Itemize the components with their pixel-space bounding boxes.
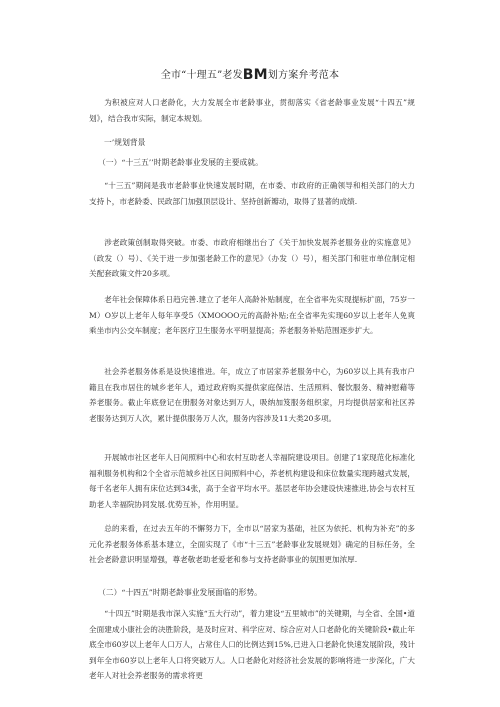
subsection-heading-situation: （二）“十四五”时期老龄事业发展面临的形势。	[98, 588, 262, 597]
paragraph-policy-breakthrough: 涉老政策创制取得突破。市委、市政府相继出台了《关于加快发展养老服务业的实施意见》（政发（）号）、《关于进一步加强老龄工作的意见》（办发（）号），相关部门和驻市单位制定相关配套政策文件20多项。	[89, 238, 415, 279]
paragraph-14th-fyp-situation: “十四五”时期是我市深入实施“五大行动”，着力建设“五里城市”的关键期，与全省、全国•道全面建成小康社会的决胜阶段，是及时应对、科学应对、综合应对人口老龄化的关键阶段•截止年底全市60岁以上老年人口万人，占常住人口的比例达到15%,已进入口老龄化快速发展阶段，残计到年全市60岁以上老年人口将突破万人。人口老龄化对经济社会发展的影响将进一步深化，广大老年人对社会养老服务的需求将更	[89, 609, 415, 681]
title-prefix: 全市“十理五”老发	[160, 70, 243, 81]
document-title	[0, 66, 500, 82]
intro-paragraph: 为积被应对人口老龄化，大力发展全市老龄事业，贯彻落实《省老龄事业发展“十四五”规划》，结合我市实际，制定本规划。	[89, 98, 415, 123]
title-bm: BM	[242, 67, 268, 83]
paragraph-day-care-centers: 开展城市社区老年人日间照料中心和农村互助老人幸福院建设项目。创建了1家现范化标准化福利服务机构和2个全省示范城乡社区日间照料中心，养老机构建设和床位数量实现跨越式发展，每千名老年人拥有床位达到34张，高于全省平均水平。基层老年协会建设快速推进,协会与农村互助老人幸福院协同发展.优势互补，作用明显。	[89, 453, 415, 509]
paragraph-social-security: 老年社会保障体系日趋完善.建立了老年人高龄补贴制度，在全省率先实现提标扩面，75岁一M）O岁以上老年人每年享受5（XMOOOO元的高龄补贴;在全省率先实现60岁以上老年人免爽乘坐市内公交车制度；老年医疗卫生服务水平明显提高；养老服务补贴范围逐步扩大。	[89, 295, 415, 336]
subsection-heading-achievements: （一）“十三五’’时期老龄事业发展的主要成就。	[98, 158, 263, 167]
paragraph-13th-fyp-overview: “十三五”期间是我市老龄事业快速发展时期，在市委、市政府的正确领导和相关部门的大力支持卜，市老龄委、民政部门加强顶层设计、坚持创新瓣动，取得了显著的成绩.	[89, 181, 415, 206]
title-suffix: 划方案弁考范本	[267, 70, 340, 81]
paragraph-summary: 总的来看，在过去五年的不懈努力下，全市以“居家为基础，社区为依托、机构为补充”的多元化养老服务体系基本建立，全面实现了《市“十三五”老龄事业发展规划》确定的目标任务，全社会老龄意识明显增强，尊老敬老助老爱老和参与支持老龄事业的氛围更加浓厚.	[89, 524, 415, 565]
section-heading-background: 一’规划背景	[104, 138, 146, 147]
paragraph-elderly-service-system: 社会养老服务体系是设快速推进。年，成立了市居家养老服务中心，为60岁以上具有我市户籍且在我市居住的城乡老年人，通过政府购买提供家庭保洁、生活照料、餐饮服务、精神慰藉等养老服务。截止年底登记在册服务对象达到万人，吸纳加笈服务组织家，月均提供居家和社区养老服务达到万人次，累计提供服务万人次，服务内容涉及11大类20多项。	[89, 367, 415, 423]
